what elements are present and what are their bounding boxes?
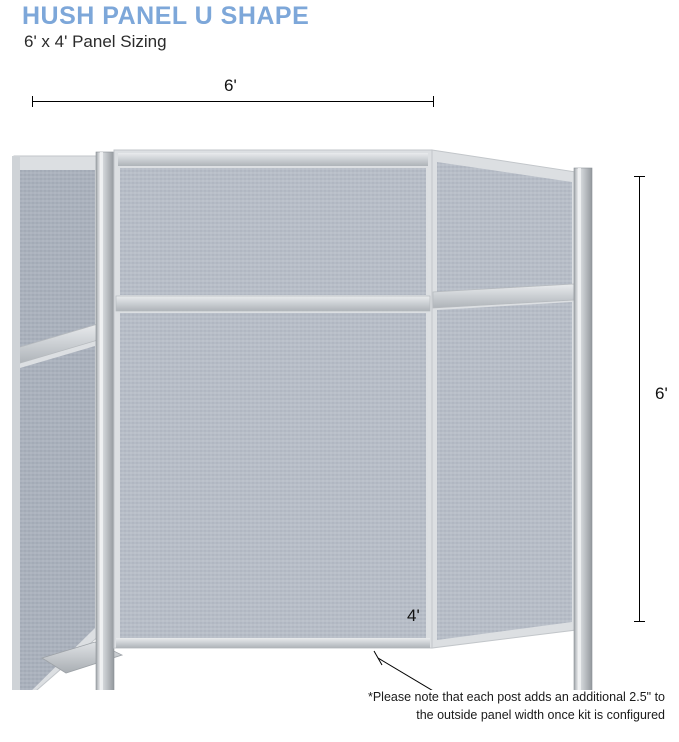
top-dimension-line bbox=[32, 101, 434, 102]
right-end-post-highlight bbox=[578, 168, 581, 690]
left-wing-lower-fabric bbox=[20, 346, 95, 690]
right-dimension-label: 6' bbox=[655, 384, 668, 403]
top-dimension-tick-right bbox=[433, 96, 434, 107]
back-panel-upper-fabric bbox=[120, 168, 426, 295]
back-panel-bottom-rail bbox=[116, 638, 430, 648]
right-wing-lower-fabric bbox=[437, 302, 572, 640]
top-dimension-label: 6' bbox=[224, 76, 237, 95]
left-corner-post bbox=[96, 152, 114, 690]
footnote-line-1: *Please note that each post adds an additional 2.5" to bbox=[367, 689, 665, 704]
right-end-post bbox=[574, 168, 592, 690]
back-panel-lower-fabric bbox=[120, 313, 426, 642]
depth-dimension-line bbox=[378, 658, 502, 690]
right-wing-upper-fabric bbox=[437, 162, 572, 296]
footnote bbox=[335, 688, 665, 724]
depth-dimension-label: 4' bbox=[407, 606, 420, 625]
back-panel-top-rail bbox=[118, 153, 428, 166]
back-panel-mid-rail bbox=[116, 296, 430, 311]
left-corner-post-highlight bbox=[100, 152, 103, 690]
depth-tick-left bbox=[374, 651, 382, 665]
page-title: HUSH PANEL U SHAPE bbox=[22, 2, 310, 30]
cubicle-drawing bbox=[0, 110, 679, 690]
footnote-line-2: the outside panel width once kit is configured bbox=[416, 707, 665, 722]
top-dimension-tick-left bbox=[32, 96, 33, 107]
right-dimension-line bbox=[639, 176, 640, 622]
right-dimension-tick-top bbox=[634, 176, 645, 177]
panel-illustration bbox=[0, 110, 679, 690]
left-wing-edge-trim bbox=[12, 156, 20, 690]
page-subtitle: 6' x 4' Panel Sizing bbox=[24, 32, 167, 51]
right-dimension-tick-bottom bbox=[634, 621, 645, 622]
